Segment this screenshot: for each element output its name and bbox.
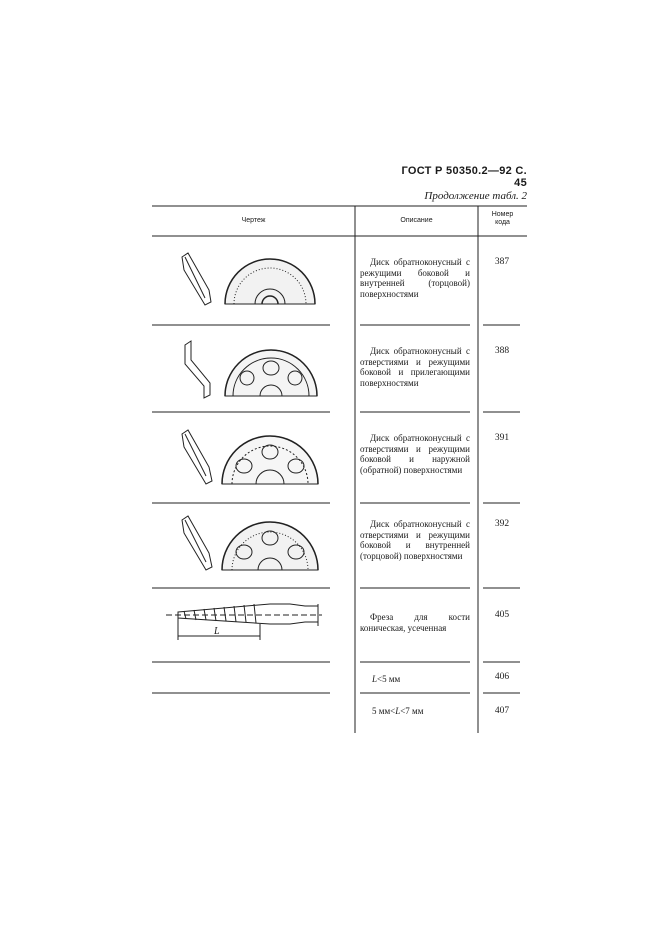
dimension-label-L: L (214, 626, 220, 637)
row-407-var: L (395, 706, 401, 716)
row-407-code: 407 (494, 706, 510, 716)
drawing-disc-387 (182, 253, 315, 305)
column-header-drawing: Чертеж (241, 217, 266, 224)
row-391-code: 391 (494, 433, 510, 443)
column-header-code (478, 211, 527, 227)
row-407-rest: <7 мм (400, 706, 424, 716)
drawing-bur-405 (166, 604, 322, 640)
row-392-code: 392 (494, 519, 510, 529)
column-header-description: Описание (400, 217, 433, 224)
row-406-rest: <5 мм (377, 674, 401, 684)
row-388-description: Диск обратноконусный с отверстиями и режущими боковой и прилегающими поверхностями (360, 346, 470, 388)
row-387-description: Диск обратноконусный с режущими боковой и внутренней (торцовой) поверхностями (360, 257, 470, 299)
row-392-description: Диск обратноконусный с отверстиями и режущими боковой и внутренней (торцовой) поверхностями (360, 519, 470, 561)
row-406-description (360, 674, 482, 685)
drawing-disc-392 (182, 516, 318, 570)
column-header-code-line1: Номер (491, 211, 514, 218)
row-387-code: 387 (494, 257, 510, 267)
row-405-code: 405 (494, 610, 510, 620)
row-407-description (360, 706, 482, 717)
drawing-disc-388 (185, 341, 317, 398)
row-405-description: Фреза для кости коническая, усеченная (360, 612, 470, 633)
row-406-code: 406 (494, 672, 510, 682)
column-header-code-line2: кода (495, 219, 510, 226)
standard-header: ГОСТ Р 50350.2—92 С. 45 (401, 165, 527, 189)
table-continuation-label: Продолжение табл. 2 (424, 190, 527, 202)
row-388-code: 388 (494, 346, 510, 356)
row-407-pre: 5 мм< (372, 706, 396, 716)
row-391-description: Диск обратноконусный с отверстиями и режущими боковой и наружной (обратной) поверхностями (360, 433, 470, 475)
drawing-disc-391 (182, 430, 318, 484)
row-406-var: L (372, 674, 378, 684)
